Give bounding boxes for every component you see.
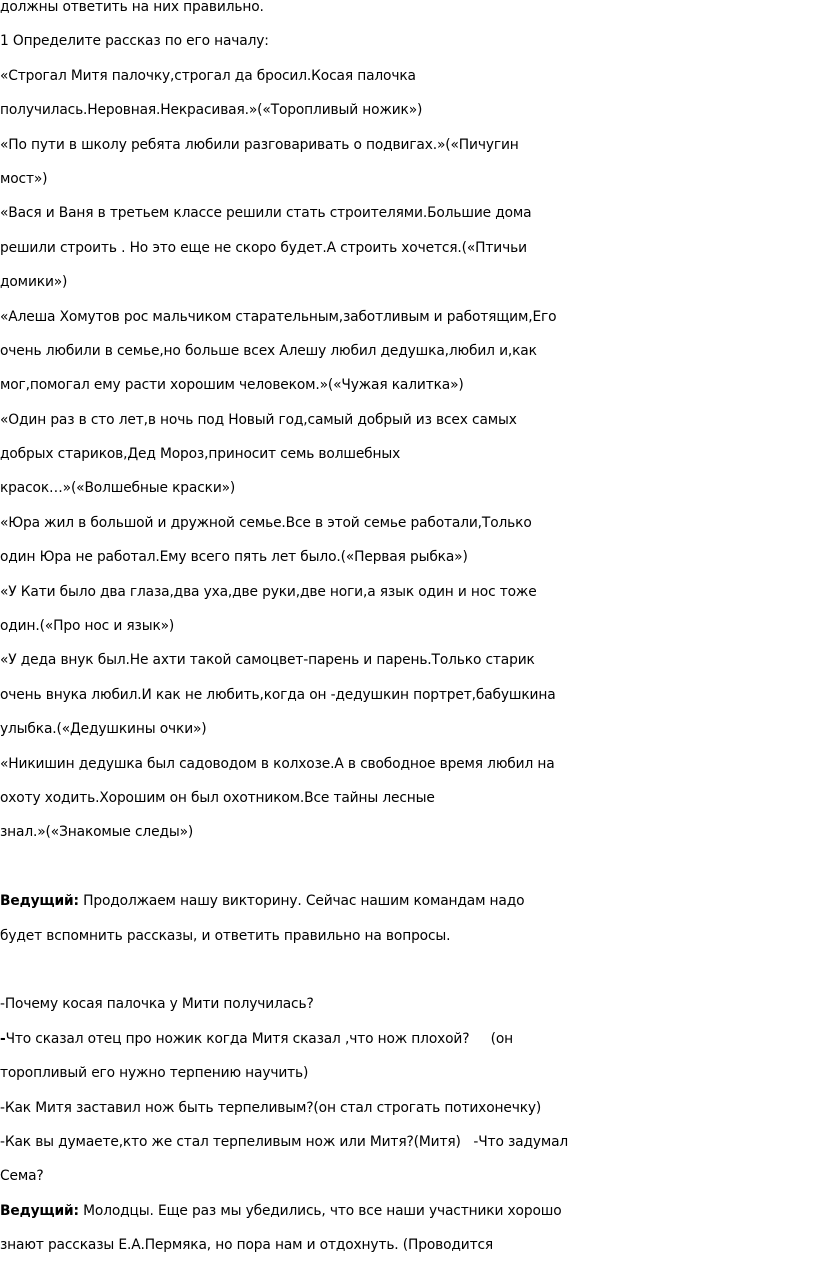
text-line: «Строгал Митя палочку,строгал да бросил.Косая палочка [0, 67, 416, 84]
blank-line [0, 953, 816, 987]
text-line: мог,помогал ему расти хорошим человеком.»(«Чужая калитка») [0, 377, 464, 394]
speaker-label: Ведущий: [0, 1202, 79, 1219]
text-line: знал.»(«Знакомые следы») [0, 824, 194, 841]
dash-bold: - [0, 1030, 6, 1047]
text-line: будет вспомнить рассказы, и ответить правильно на вопросы. [0, 927, 451, 944]
text-line: охоту ходить.Хорошим он был охотником.Все тайны лесные [0, 789, 435, 806]
text-line: добрых стариков,Дед Мороз,приносит семь волшебных [0, 446, 401, 463]
text-line: -Что сказал отец про ножик когда Митя сказал ,что нож плохой? (он [0, 1030, 513, 1047]
text-line: «Один раз в сто лет,в ночь под Новый год,самый добрый из всех самых [0, 411, 517, 428]
text-line: «У Кати было два глаза,два уха,две руки,две ноги,а язык один и нос тоже [0, 583, 537, 600]
text-line: очень внука любил.И как не любить,когда он -дедушкин портрет,бабушкина [0, 686, 556, 703]
text-line: -Почему косая палочка у Мити получилась? [0, 996, 314, 1013]
text-line: мост») [0, 170, 48, 187]
text-line: «Никишин дедушка был садоводом в колхозе.А в свободное время любил на [0, 755, 555, 772]
text-line: «Алеша Хомутов рос мальчиком старательным,заботливым и работящим,Его [0, 308, 557, 325]
blank-line [0, 850, 816, 884]
text-line: должны ответить на них правильно. [0, 0, 264, 15]
text-line: торопливый его нужно терпению научить) [0, 1065, 309, 1082]
text-line: один.(«Про нос и язык») [0, 618, 175, 635]
text-line: «По пути в школу ребята любили разговаривать о подвигах.»(«Пичугин [0, 136, 519, 153]
text-line: улыбка.(«Дедушкины очки») [0, 721, 207, 738]
text-line: красок…»(«Волшебные краски») [0, 480, 236, 497]
text-line: -Как Митя заставил нож быть терпеливым?(он стал строгать потихонечку) [0, 1099, 542, 1116]
text-line: один Юра не работал.Ему всего пять лет было.(«Первая рыбка») [0, 549, 468, 566]
text-line: «У деда внук был.Не ахти такой самоцвет-парень и парень.Только старик [0, 652, 535, 669]
text-line: Сема? [0, 1168, 44, 1185]
text-line: очень любили в семье,но больше всех Алешу любил дедушка,любил и,как [0, 342, 537, 359]
text-line: «Юра жил в большой и дружной семье.Все в этой семье работали,Только [0, 514, 532, 531]
text-line: Ведущий: Продолжаем нашу викторину. Сейчас нашим командам надо [0, 893, 525, 910]
text-line: знают рассказы Е.А.Пермяка, но пора нам и отдохнуть. (Проводится [0, 1237, 494, 1254]
text-line: решили строить . Но это еще не скоро будет.А строить хочется.(«Птичьи [0, 239, 527, 256]
speaker-label: Ведущий: [0, 893, 79, 910]
text-line: домики») [0, 274, 68, 291]
text-line: Ведущий: Молодцы. Еще раз мы убедились, что все наши участники хорошо [0, 1202, 562, 1219]
text-line: получилась.Неровная.Некрасивая.»(«Торопливый ножик») [0, 102, 423, 119]
text-line: «Вася и Ваня в третьем классе решили стать строителями.Большие дома [0, 205, 532, 222]
text-line: -Как вы думаете,кто же стал терпеливым нож или Митя?(Митя) -Что задумал [0, 1133, 569, 1150]
text-line: 1 Определите рассказ по его началу: [0, 33, 269, 50]
